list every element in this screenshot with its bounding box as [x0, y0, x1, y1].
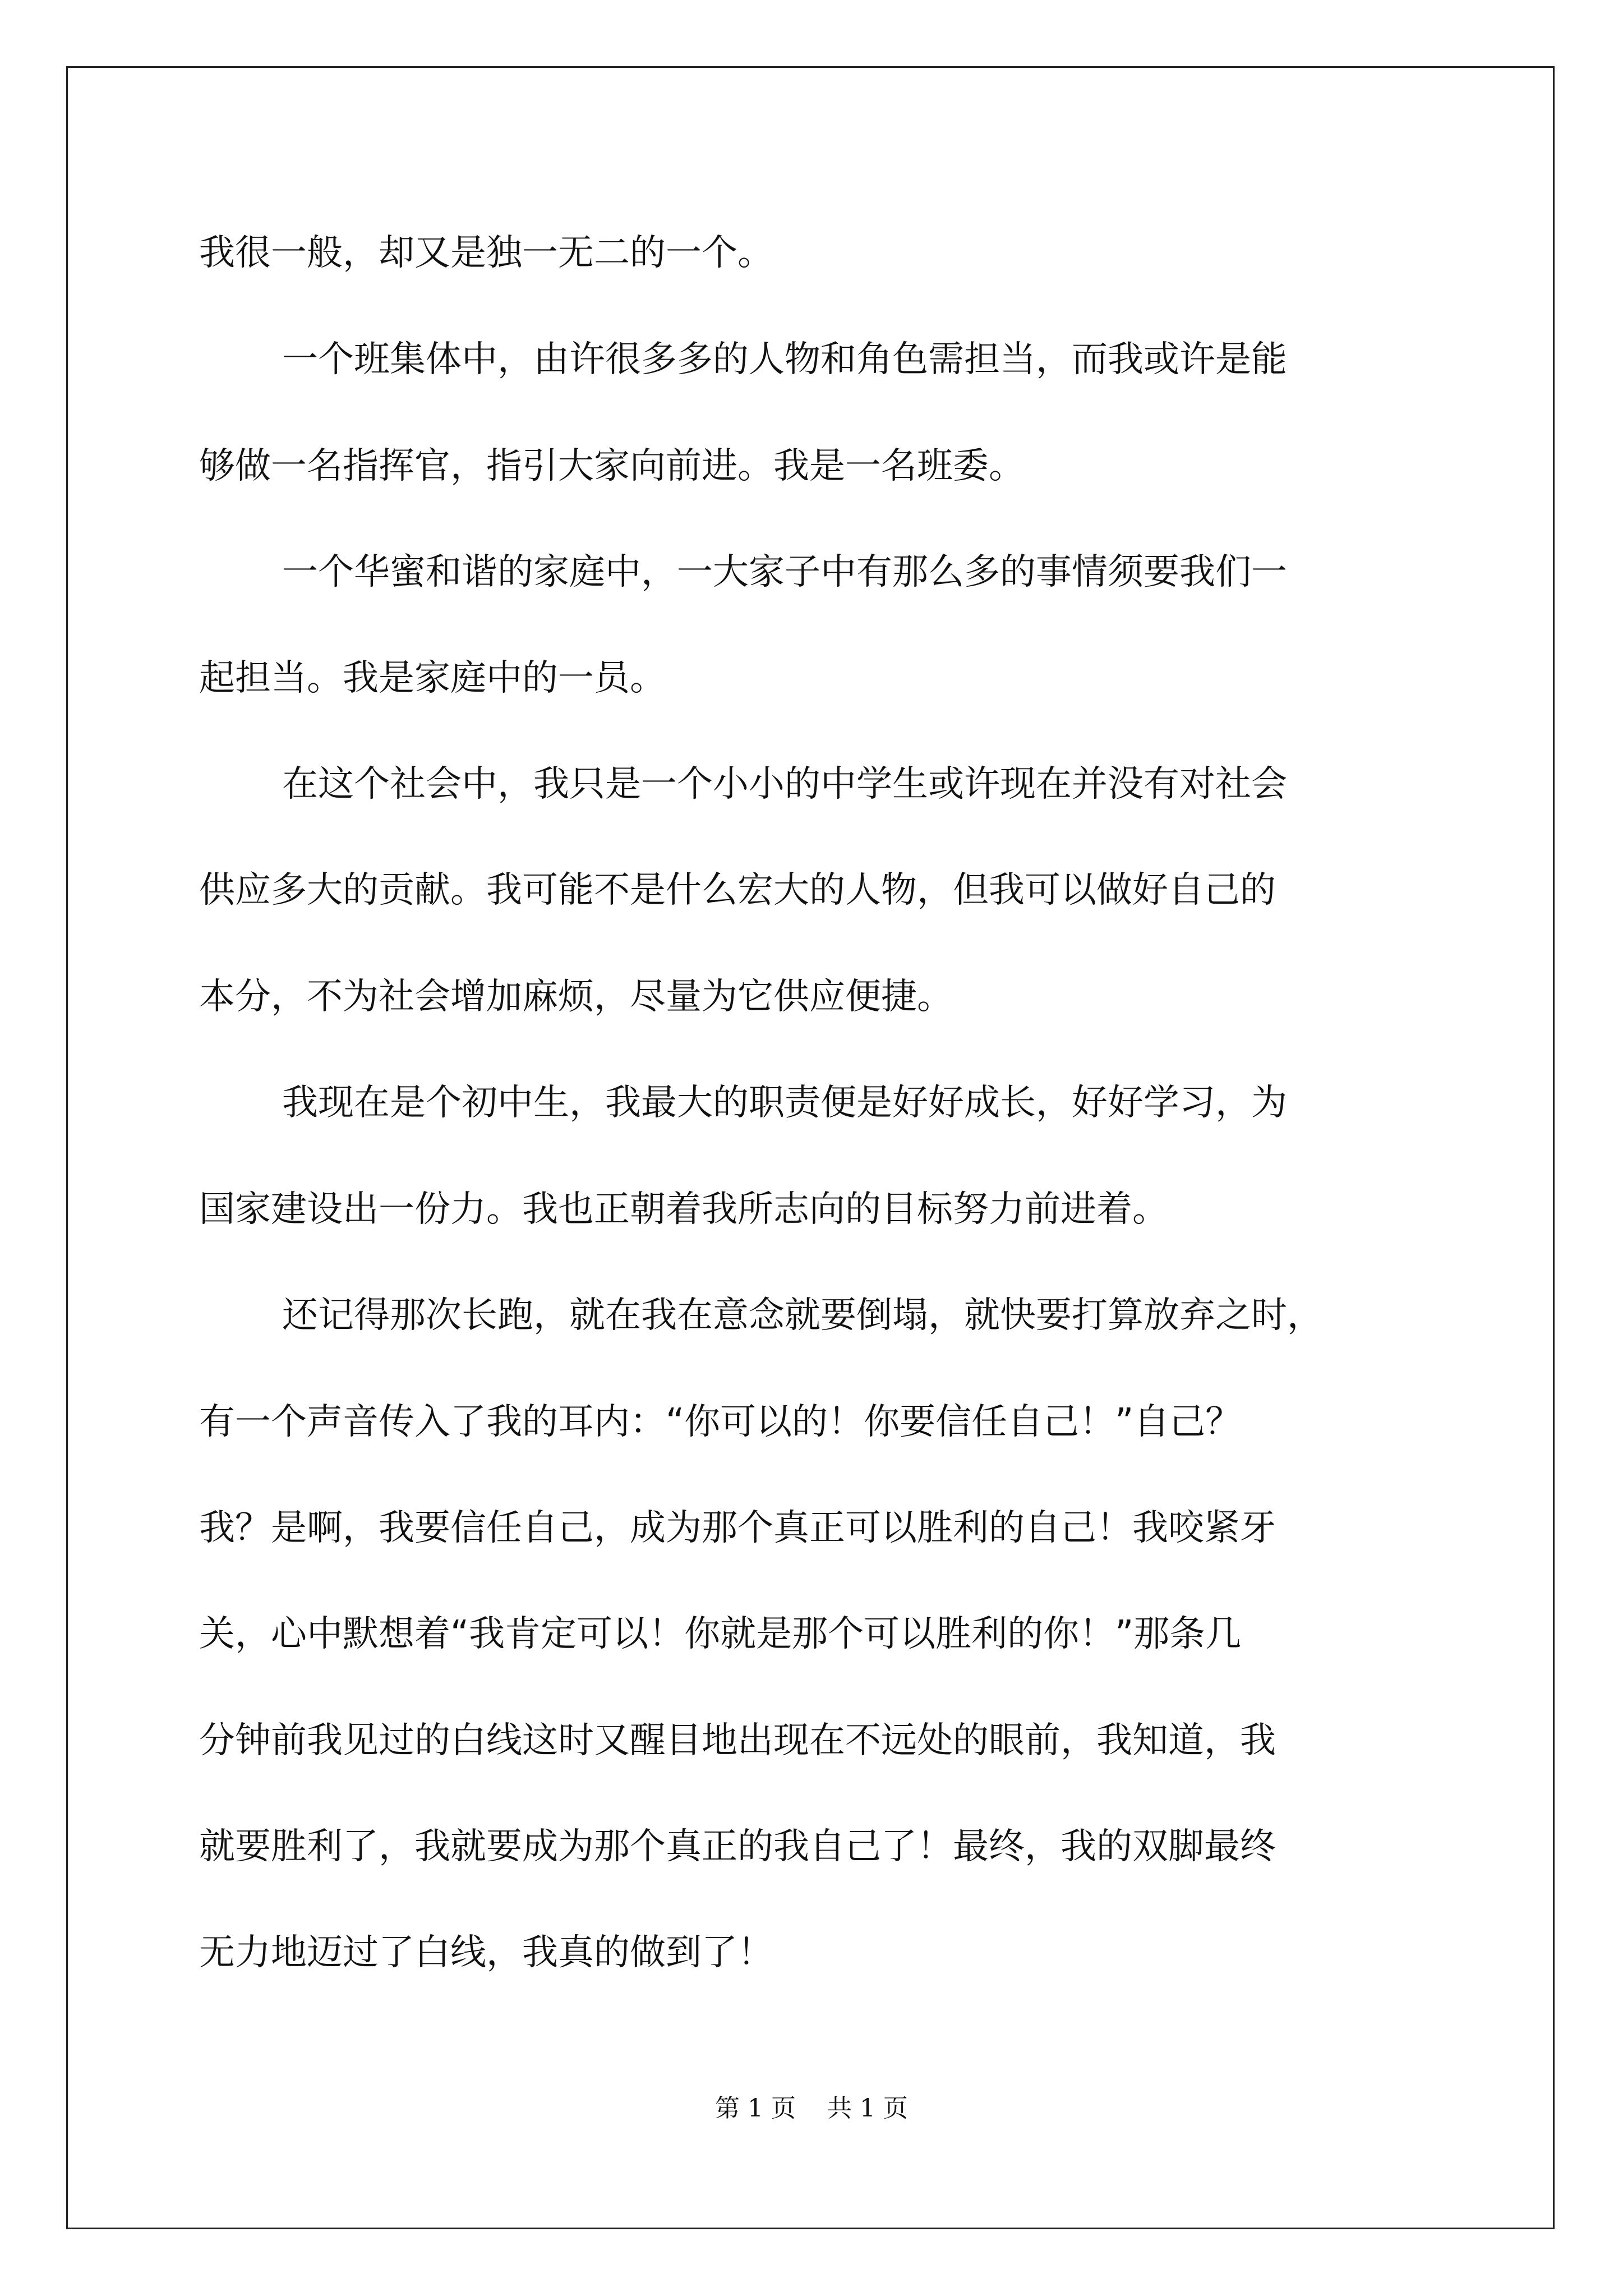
paragraph-line: 有一个声音传入了我的耳内：“你可以的！你要信任自己！”自己？ [199, 1401, 1242, 1443]
paragraph-line: 够做一名指挥官，指引大家向前进。我是一名班委。 [199, 445, 1025, 487]
paragraph-line: 还记得那次长跑，就在我在意念就要倒塌，就快要打算放弃之时， [282, 1295, 1323, 1336]
page-frame [66, 66, 1555, 2229]
paragraph-line: 一个华蜜和谐的家庭中，一大家子中有那么多的事情须要我们一 [282, 551, 1287, 593]
paragraph-line: 我现在是个初中生，我最大的职责便是好好成长，好好学习，为 [282, 1082, 1287, 1124]
paragraph-line: 分钟前我见过的白线这时又醒目地出现在不远处的眼前，我知道，我 [199, 1720, 1276, 1761]
paragraph-line: 关，心中默想着“我肯定可以！你就是那个可以胜利的你！”那条几 [199, 1613, 1242, 1655]
paragraph-line: 供应多大的贡献。我可能不是什么宏大的人物，但我可以做好自己的 [199, 869, 1276, 911]
paragraph-line: 我？是啊，我要信任自己，成为那个真正可以胜利的自己！我咬紧牙 [199, 1507, 1276, 1549]
paragraph-line: 就要胜利了，我就要成为那个真正的我自己了！最终，我的双脚最终 [199, 1826, 1276, 1867]
page-number-footer: 第 1 页 共 1 页 [715, 2094, 908, 2123]
paragraph-line: 在这个社会中，我只是一个小小的中学生或许现在并没有对社会 [282, 763, 1287, 805]
paragraph-line: 起担当。我是家庭中的一员。 [199, 657, 666, 699]
paragraph-line: 我很一般，却又是独一无二的一个。 [199, 232, 773, 274]
paragraph-line: 国家建设出一份力。我也正朝着我所志向的目标努力前进着。 [199, 1189, 1168, 1230]
paragraph-line: 本分，不为社会增加麻烦，尽量为它供应便捷。 [199, 976, 953, 1018]
paragraph-line: 一个班集体中，由许很多多的人物和角色需担当，而我或许是能 [282, 339, 1287, 380]
paragraph-line: 无力地迈过了白线，我真的做到了！ [199, 1932, 773, 1973]
